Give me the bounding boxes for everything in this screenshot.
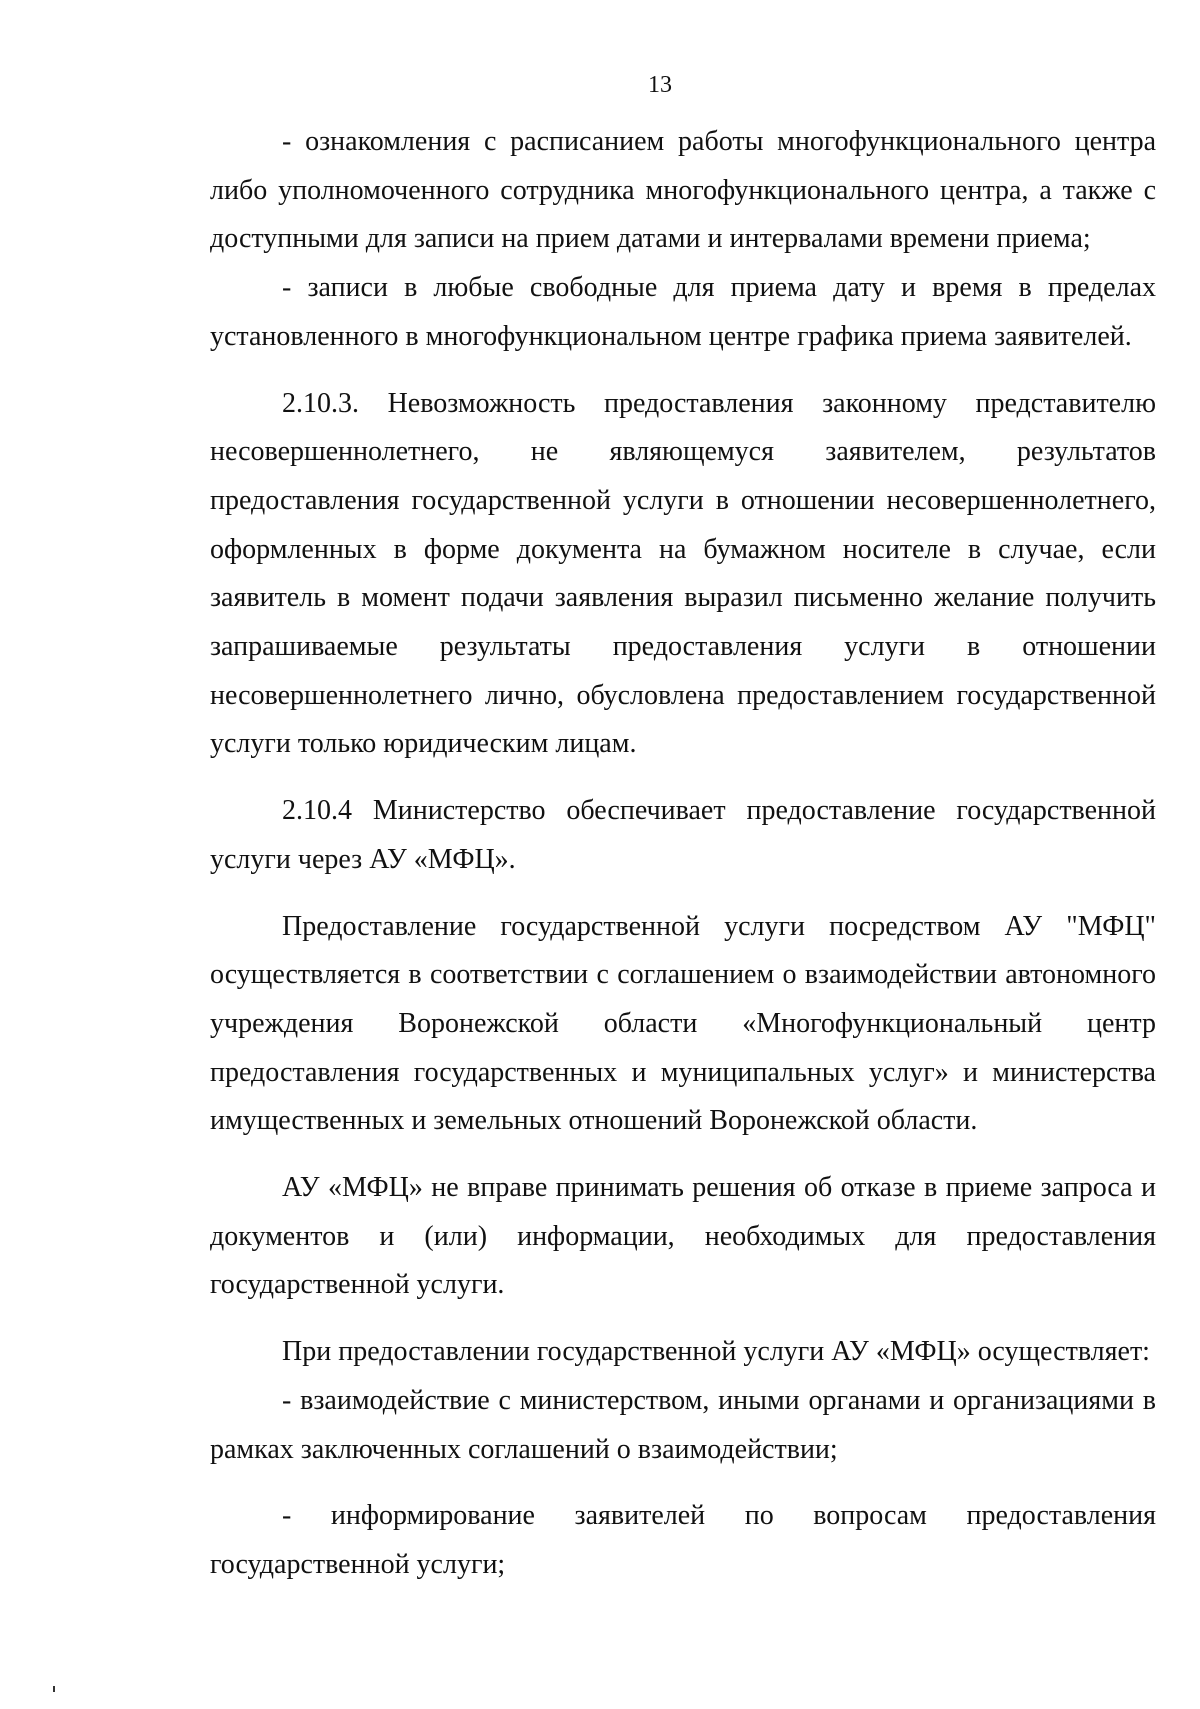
scan-mark xyxy=(53,1686,55,1692)
paragraph-schedule-item: - ознакомления с расписанием работы многофункционального центра либо уполномоченного сотрудника многофункционального центра, а также с доступными для записи на прием датами и интервалами времени приема; xyxy=(210,126,1156,255)
paragraph-mfc-duties-intro: При предоставлении государственной услуги АУ «МФЦ» осуществляет: xyxy=(282,1336,1150,1368)
paragraph-2-10-4: 2.10.4 Министерство обеспечивает предоставление государственной услуги через АУ «МФЦ». xyxy=(210,795,1156,875)
paragraph-mfc-restriction: АУ «МФЦ» не вправе принимать решения об отказе в приеме запроса и документов и (или) информации, необходимых для предоставления государственной услуги. xyxy=(210,1172,1156,1301)
paragraph-2-10-3: 2.10.3. Невозможность предоставления законному представителю несовершеннолетнего, не являющемуся заявителем, результатов предоставления государственной услуги в отношении несовершеннолетнего, оформленных в форме документа на бумажном носителе в случае, если заявитель в момент подачи заявления выразил письменно желание получить запрашиваемые результаты предоставления услуги в отношении несовершеннолетнего лично, обусловлена предоставлением государственной услуги только юридическим лицам. xyxy=(210,387,1156,760)
document-body xyxy=(210,118,1156,1590)
page-number: 13 xyxy=(648,72,672,98)
paragraph-informing-item: - информирование заявителей по вопросам предоставления государственной услуги; xyxy=(210,1500,1156,1580)
paragraph-mfc-agreement: Предоставление государственной услуги посредством АУ "МФЦ" осуществляется в соответствии с соглашением о взаимодействии автономного учреждения Воронежской области «Многофункциональный центр предоставления государственных и муниципальных услуг» и министерства имущественных и земельных отношений Воронежской области. xyxy=(210,910,1156,1137)
paragraph-interaction-item: - взаимодействие с министерством, иными органами и организациями в рамках заключенных соглашений о взаимодействии; xyxy=(210,1384,1156,1465)
paragraph-booking-item: - записи в любые свободные для приема дату и время в пределах установленного в многофункциональном центре графика приема заявителей. xyxy=(210,272,1156,352)
